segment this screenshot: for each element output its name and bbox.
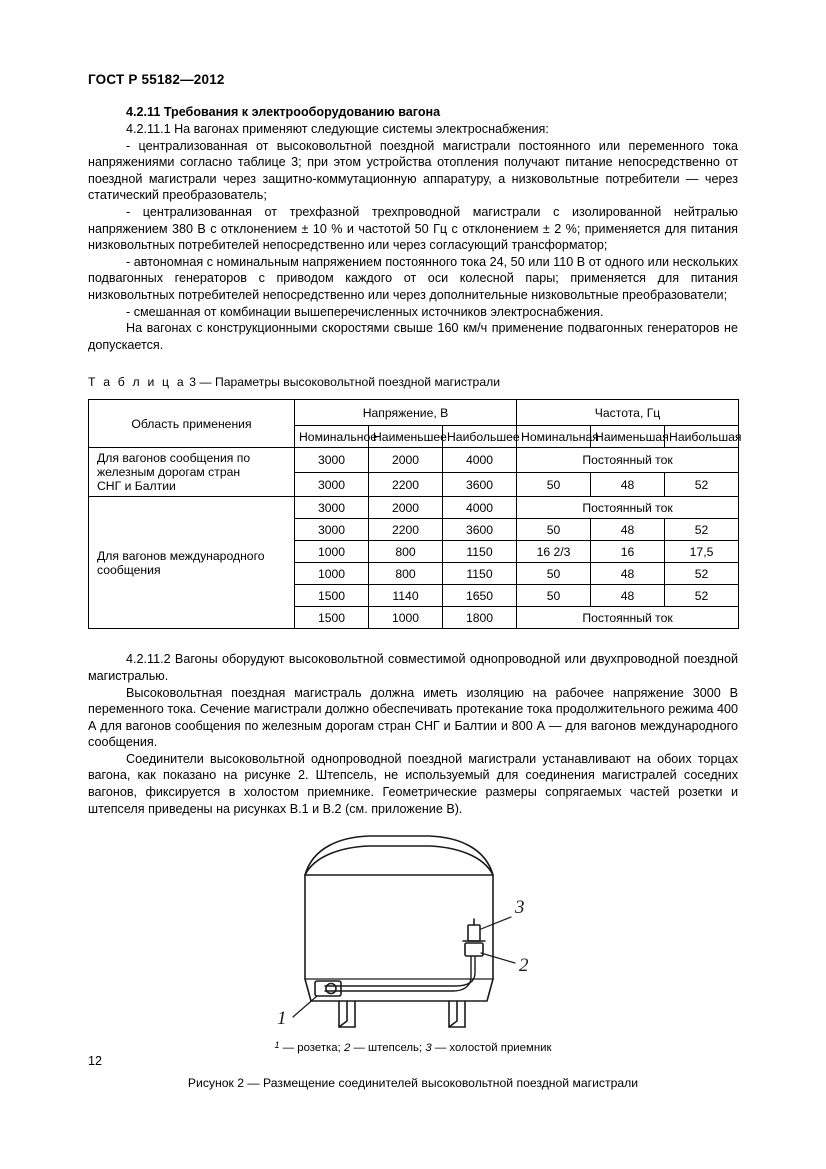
cell-voltage-nominal: 3000 <box>295 472 369 497</box>
header-area: Область применения <box>89 400 295 448</box>
figure-callout-3: 3 <box>515 897 525 919</box>
cell-direct-current: Постоянный ток <box>517 607 739 629</box>
cell-voltage-max: 3600 <box>443 472 517 497</box>
cell-frequency-max: 52 <box>665 519 739 541</box>
cell-frequency-min: 48 <box>591 585 665 607</box>
header-voltage-min: Наименьшее <box>369 426 443 448</box>
cell-voltage-min: 2000 <box>369 497 443 519</box>
table-header-row-groups <box>89 400 739 426</box>
cell-area-domestic <box>89 448 295 497</box>
figure-2 <box>88 831 738 1036</box>
figure-callout-1: 1 <box>277 1008 287 1030</box>
header-voltage-nominal: Номинальное <box>295 426 369 448</box>
cell-direct-current: Постоянный ток <box>517 448 739 473</box>
after-table-paragraph-1: 4.2.11.2 Вагоны оборудуют высоковольтной совместимой однопроводной или двухпроводной поездной магистралью. <box>88 652 738 683</box>
cell-voltage-max: 1650 <box>443 585 517 607</box>
table-row <box>89 497 739 519</box>
table-caption-dash: — <box>199 375 212 390</box>
clause-paragraph-6: На вагонах с конструкционными скоростями свыше 160 км/ч применение подвагонных генераторов не допускается. <box>88 321 738 352</box>
cell-frequency-nominal: 50 <box>517 585 591 607</box>
cell-voltage-min: 2200 <box>369 472 443 497</box>
cell-frequency-min: 16 <box>591 541 665 563</box>
legend-number-2: 2 <box>343 1042 351 1055</box>
cell-area-international <box>89 497 295 629</box>
cell-voltage-max: 4000 <box>443 497 517 519</box>
standard-header: ГОСТ Р 55182—2012 <box>88 72 225 87</box>
cell-voltage-max: 3600 <box>443 519 517 541</box>
cell-frequency-max: 17,5 <box>665 541 739 563</box>
clause-paragraph-1: 4.2.11.1 На вагонах применяют следующие системы электроснабжения: <box>126 122 549 136</box>
cell-frequency-nominal: 50 <box>517 563 591 585</box>
railcar-connector-diagram <box>243 831 583 1031</box>
table-caption-number: 3 <box>189 375 196 390</box>
cell-frequency-nominal: 50 <box>517 472 591 497</box>
cell-frequency-max: 52 <box>665 585 739 607</box>
cell-frequency-min: 48 <box>591 519 665 541</box>
cell-voltage-nominal: 3000 <box>295 448 369 473</box>
cell-voltage-min: 2200 <box>369 519 443 541</box>
figure-legend <box>88 1040 738 1054</box>
area-line: СНГ и Балтии <box>97 479 176 494</box>
header-voltage-max: Наибольшее <box>443 426 517 448</box>
legend-text-1: — розетка; <box>279 1042 344 1055</box>
legend-text-2: — штепсель; <box>350 1042 426 1055</box>
header-frequency-nominal: Номинальная <box>517 426 591 448</box>
after-table-paragraph-3: Соединители высоковольтной однопроводной поездной магистрали устанавливают на обоих торцах вагона, как показано на рисунке 2. Штепсель, не используемый для соединения магистралей соседних вагонов, фиксируется в холостом приемнике. Геометрические размеры сопрягаемых частей розетки и штепселя приведены на рисунках В.1 и В.2 (см. приложение В). <box>88 751 738 816</box>
page-content <box>88 105 742 1091</box>
cell-voltage-max: 1150 <box>443 541 517 563</box>
table-row <box>89 448 739 473</box>
cell-voltage-min: 1000 <box>369 607 443 629</box>
clause-paragraph-5: - смешанная от комбинации вышеперечисленных источников электроснабжения. <box>126 304 604 319</box>
cell-voltage-nominal: 1000 <box>295 563 369 585</box>
cell-voltage-nominal: 1000 <box>295 541 369 563</box>
area-line: железным дорогам стран <box>97 465 241 480</box>
clause-paragraph-4: - автономная с номинальным напряжением постоянного тока 24, 50 или 110 В от одного или нескольких подвагонных генераторов с приводом каждого от оси колесной пары; применяется для питания низковольтных потребителей непосредственно или через дополнительные низковольтные преобразователи; <box>88 254 738 302</box>
header-frequency-max: Наибольшая <box>665 426 739 448</box>
table-caption <box>88 375 738 389</box>
table-caption-title: Параметры высоковольтной поездной магистрали <box>214 375 501 390</box>
cell-voltage-min: 2000 <box>369 448 443 473</box>
parameters-table <box>88 399 742 629</box>
cell-voltage-max: 1800 <box>443 607 517 629</box>
table-caption-label: Т а б л и ц а <box>88 375 186 390</box>
clause-paragraph-3: - централизованная от трехфазной трехпроводной магистрали с изолированной нейтралью напряжением 380 В с отклонением ± 10 % и частотой 50 Гц с отклонением ± 2 %; применяется для питания низковольтных потребителей непосредственно или через согласующий трансформатор; <box>88 204 738 253</box>
cell-frequency-max: 52 <box>665 563 739 585</box>
cell-frequency-min: 48 <box>591 563 665 585</box>
legend-number-3: 3 <box>425 1042 432 1055</box>
legend-number-1: 1 <box>274 1040 280 1051</box>
cell-voltage-max: 4000 <box>443 448 517 473</box>
cell-voltage-nominal: 1500 <box>295 607 369 629</box>
header-frequency-min: Наименьшая <box>591 426 665 448</box>
clause-title: 4.2.11 Требования к электрооборудованию вагона <box>126 105 441 119</box>
area-line: сообщения <box>97 562 161 577</box>
header-frequency-group: Частота, Гц <box>517 400 739 426</box>
cell-voltage-nominal: 3000 <box>295 497 369 519</box>
header-voltage-group: Напряжение, В <box>295 400 517 426</box>
area-line: Для вагонов сообщения по <box>97 451 251 466</box>
figure-caption: Рисунок 2 — Размещение соединителей высоковольтной поездной магистрали <box>187 1076 639 1091</box>
area-line: Для вагонов международного <box>97 548 265 563</box>
cell-voltage-nominal: 1500 <box>295 585 369 607</box>
legend-text-3: — холостой приемник <box>431 1042 552 1055</box>
cell-direct-current: Постоянный ток <box>517 497 739 519</box>
cell-frequency-max: 52 <box>665 472 739 497</box>
cell-voltage-min: 800 <box>369 563 443 585</box>
cell-voltage-max: 1150 <box>443 563 517 585</box>
clause-paragraph-2: - централизованная от высоковольтной поездной магистрали постоянного или переменного тока напряжениями согласно таблице 3; при этом устройства отопления получают питание непосредственно от поездной магистрали через защитно-коммутационную аппаратуру, а низковольтные потребители — через статический преобразователь; <box>88 138 738 203</box>
figure-callout-2: 2 <box>519 955 529 977</box>
cell-frequency-nominal: 16 2/3 <box>517 541 591 563</box>
cell-voltage-min: 1140 <box>369 585 443 607</box>
cell-voltage-nominal: 3000 <box>295 519 369 541</box>
cell-frequency-nominal: 50 <box>517 519 591 541</box>
page-number: 12 <box>88 1054 103 1068</box>
after-table-paragraph-2: Высоковольтная поездная магистраль должна иметь изоляцию на рабочее напряжение 3000 В переменного тока. Сечение магистрали должно обеспечивать протекание тока продолжительного режима 400 А для вагонов сообщения по железным дорогам стран СНГ и Балтии и 800 А — для вагонов международного сообщения. <box>88 685 738 750</box>
cell-voltage-min: 800 <box>369 541 443 563</box>
cell-frequency-min: 48 <box>591 472 665 497</box>
